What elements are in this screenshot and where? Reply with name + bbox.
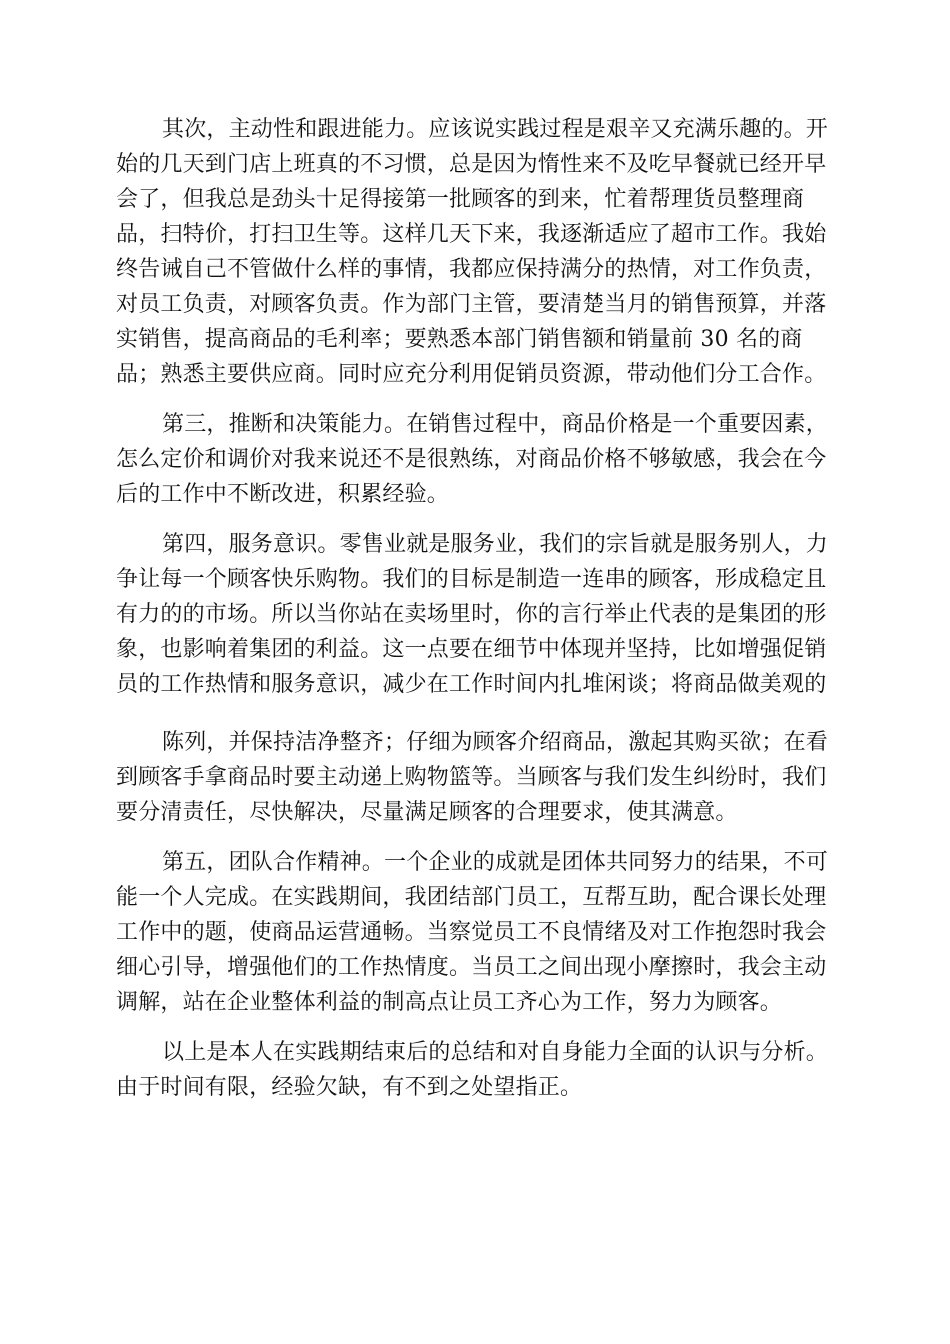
paragraph-decision xyxy=(116,407,836,512)
text-line: 第四，服务意识。零售业就是服务业，我们的宗旨就是服务别人，力 xyxy=(162,532,829,557)
text-line: 第三，推断和决策能力。在销售过程中，商品价格是一个重要因素， xyxy=(162,412,829,437)
text-line: 由于时间有限，经验欠缺，有不到之处望指正。 xyxy=(116,1075,583,1100)
document-page xyxy=(116,112,836,1120)
text-line: 第五，团队合作精神。一个企业的成就是团体共同努力的结果，不可 xyxy=(162,850,829,875)
text-line: 实销售，提高商品的毛利率；要熟悉本部门销售额和销量前 30 名的商 xyxy=(116,327,803,352)
paragraph-service xyxy=(116,527,836,702)
text-line: 争让每一个顾客快乐购物。我们的目标是制造一连串的顾客，形成稳定且 xyxy=(116,567,827,592)
text-line: 细心引导，增强他们的工作热情度。当员工之间出现小摩擦时，我会主动 xyxy=(116,955,827,980)
text-line: 调解，站在企业整体利益的制高点让员工齐心为工作，努力为顾客。 xyxy=(116,990,783,1015)
paragraph-initiative xyxy=(116,112,836,392)
text-line: 以上是本人在实践期结束后的总结和对自身能力全面的认识与分析。 xyxy=(162,1040,829,1065)
text-line: 象，也影响着集团的利益。这一点要在细节中体现并坚持，比如增强促销 xyxy=(116,637,827,662)
text-line: 要分清责任，尽快解决，尽量满足顾客的合理要求，使其满意。 xyxy=(116,800,738,825)
text-line: 有力的的市场。所以当你站在卖场里时，你的言行举止代表的是集团的形 xyxy=(116,602,827,627)
paragraph-conclusion xyxy=(116,1035,836,1105)
text-line: 会了，但我总是劲头十足得接第一批顾客的到来，忙着帮理货员整理商 xyxy=(116,187,805,212)
paragraph-service-continued xyxy=(116,725,836,830)
text-line: 终告诫自己不管做什么样的事情，我都应保持满分的热情，对工作负责， xyxy=(116,257,827,282)
text-line: 员的工作热情和服务意识，减少在工作时间内扎堆闲谈；将商品做美观的 xyxy=(116,672,827,697)
paragraph-teamwork xyxy=(116,845,836,1020)
text-line: 对员工负责，对顾客负责。作为部门主管，要清楚当月的销售预算，并落 xyxy=(116,292,827,317)
text-line: 能一个人完成。在实践期间，我团结部门员工，互帮互助，配合课长处理 xyxy=(116,885,827,910)
text-line: 工作中的题，使商品运营通畅。当察觉员工不良情绪及对工作抱怨时我会 xyxy=(116,920,827,945)
text-line: 品；熟悉主要供应商。同时应充分利用促销员资源，带动他们分工合作。 xyxy=(116,362,827,387)
text-line: 品，扫特价，打扫卫生等。这样几天下来，我逐渐适应了超市工作。我始 xyxy=(116,222,827,247)
text-line: 到顾客手拿商品时要主动递上购物篮等。当顾客与我们发生纠纷时，我们 xyxy=(116,765,827,790)
text-line: 其次，主动性和跟进能力。应该说实践过程是艰辛又充满乐趣的。开 xyxy=(162,117,829,142)
text-line: 后的工作中不断改进，积累经验。 xyxy=(116,482,450,507)
text-line: 怎么定价和调价对我来说还不是很熟练，对商品价格不够敏感，我会在今 xyxy=(116,447,827,472)
text-line: 陈列，并保持洁净整齐；仔细为顾客介绍商品，激起其购买欲；在看 xyxy=(162,730,829,755)
text-line: 始的几天到门店上班真的不习惯，总是因为惰性来不及吃早餐就已经开早 xyxy=(116,152,827,177)
